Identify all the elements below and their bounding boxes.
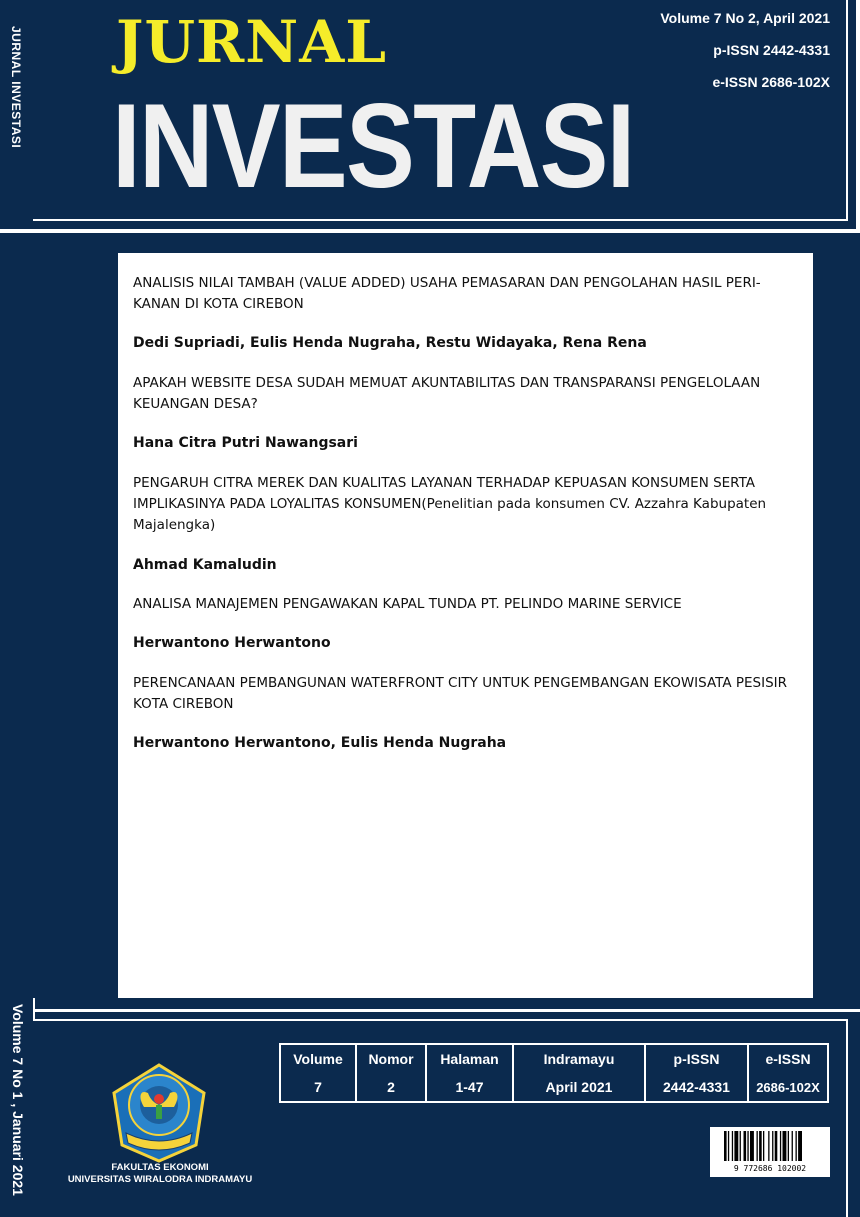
info-value-indramayu: April 2021 — [513, 1073, 645, 1102]
barcode-icon — [710, 1127, 830, 1177]
barcode-bar — [798, 1131, 802, 1161]
barcode-bar — [759, 1131, 762, 1161]
e-issn-line: e-ISSN 2686-102X — [712, 74, 830, 90]
article-title: APAKAH WEBSITE DESA SUDAH MEMUAT AKUNTABILITAS DAN TRANSPARANSI PENGELOLAAN KEUANGAN DESA? — [133, 375, 761, 412]
faculty-name: FAKULTAS EKONOMI — [111, 1162, 209, 1173]
info-header-volume: Volume — [280, 1044, 356, 1073]
journal-label: JURNAL — [116, 8, 388, 76]
barcode-bar — [775, 1131, 778, 1161]
volume-line: Volume 7 No 2, April 2021 — [660, 10, 830, 26]
spine-title: JURNAL INVESTASI — [9, 26, 23, 149]
article-title: PENGARUH CITRA MEREK DAN KUALITAS LAYANAN TERHADAP KEPUASAN KONSUMEN SERTA IMPLIKASINYA PADA LOYALITAS KONSUMEN(Penelitian pada konsumen CV. Azzahra Kabupaten Majalengka) — [133, 475, 767, 533]
info-header-p-issn: p-ISSN — [645, 1044, 748, 1073]
article-title: ANALISIS NILAI TAMBAH (VALUE ADDED) USAHA PEMASARAN DAN PENGOLAHAN HASIL PERI-KANAN DI KOTA CIREBON — [133, 275, 761, 312]
article-title: PERENCANAAN PEMBANGUNAN WATERFRONT CITY UNTUK PENGEMBANGAN EKOWISATA PESISIR KOTA CIREBON — [133, 675, 788, 712]
university-emblem-icon — [108, 1063, 210, 1163]
article-title: ANALISA MANAJEMEN PENGAWAKAN KAPAL TUNDA PT. PELINDO MARINE SERVICE — [133, 596, 682, 612]
barcode-bar — [747, 1131, 748, 1161]
footer-rule-right — [846, 1019, 848, 1217]
info-value-nomor: 2 — [356, 1073, 426, 1102]
barcode-bar — [792, 1131, 793, 1161]
barcode-bar — [732, 1131, 733, 1161]
barcode-bar — [744, 1131, 747, 1161]
header-rule-top — [33, 219, 848, 221]
article-authors: Ahmad Kamaludin — [133, 557, 277, 573]
footer-rule-left — [33, 998, 35, 1021]
barcode-bar — [780, 1131, 781, 1161]
barcode-bar — [772, 1131, 773, 1161]
university-name: UNIVERSITAS WIRALODRA INDRAMAYU — [67, 1174, 253, 1185]
info-header-indramayu: Indramayu — [513, 1044, 645, 1073]
barcode-bar — [783, 1131, 787, 1161]
barcode-bar — [734, 1131, 738, 1161]
info-header-nomor: Nomor — [356, 1044, 426, 1073]
barcode-bar — [740, 1131, 741, 1161]
info-value-e-issn: 2686-102X — [748, 1073, 828, 1102]
issue-info-table — [279, 1043, 829, 1103]
info-value-halaman: 1-47 — [426, 1073, 513, 1102]
barcode-bar — [728, 1131, 729, 1161]
p-issn-line: p-ISSN 2442-4331 — [713, 42, 830, 58]
article-authors: Herwantono Herwantono, Eulis Henda Nugraha — [133, 735, 507, 751]
journal-title: INVESTASI — [112, 79, 634, 213]
barcode-bar — [796, 1131, 797, 1161]
barcode-bar — [788, 1131, 789, 1161]
barcode-bar — [768, 1131, 769, 1161]
info-value-volume: 7 — [280, 1073, 356, 1102]
table-of-contents — [118, 253, 813, 998]
barcode-bars — [710, 1127, 830, 1165]
article-authors: Dedi Supriadi, Eulis Henda Nugraha, Restu Widayaka, Rena Rena — [133, 335, 647, 351]
header-rule-bottom — [0, 229, 860, 233]
header-rule-right — [846, 0, 848, 221]
spine-volume: Volume 7 No 1 , Januari 2021 — [10, 1004, 26, 1196]
info-header-e-issn: e-ISSN — [748, 1044, 828, 1073]
article-authors: Hana Citra Putri Nawangsari — [133, 435, 358, 451]
barcode-bar — [724, 1131, 727, 1161]
header-rule-right-outer — [856, 0, 860, 233]
article-authors: Herwantono Herwantono — [133, 635, 331, 651]
info-header-halaman: Halaman — [426, 1044, 513, 1073]
faculty-caption — [40, 1162, 280, 1186]
barcode-number: 9 772686 102002 — [733, 1164, 807, 1173]
info-value-p-issn: 2442-4331 — [645, 1073, 748, 1102]
barcode-bar — [763, 1131, 764, 1161]
footer-rule-top — [33, 1009, 860, 1012]
footer-rule-inner — [33, 1019, 848, 1021]
barcode-bar — [750, 1131, 754, 1161]
barcode-bar — [757, 1131, 758, 1161]
